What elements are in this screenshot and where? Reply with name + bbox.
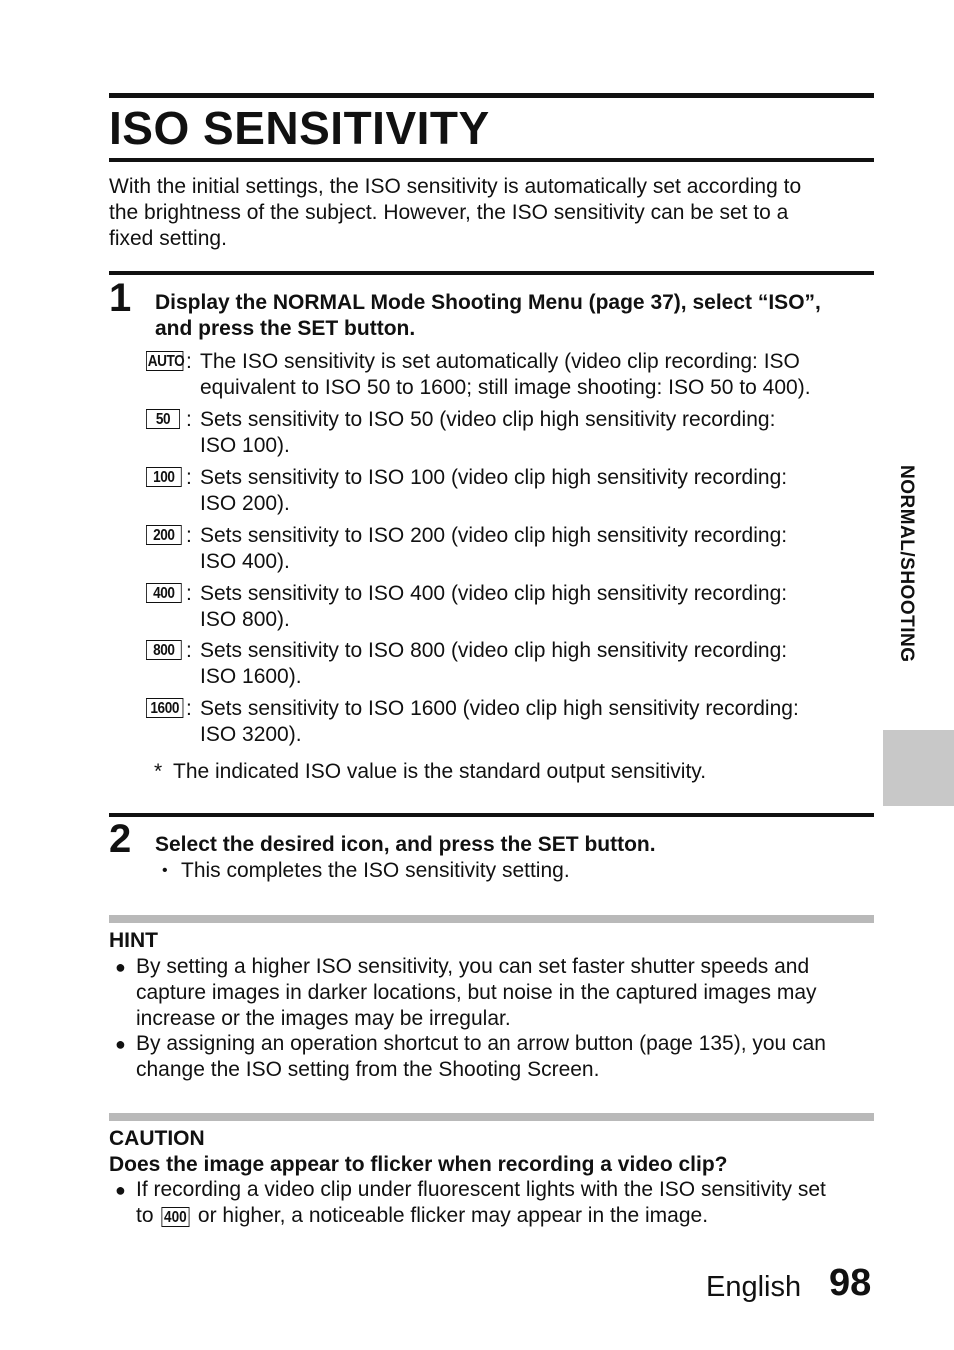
option-colon: : <box>186 350 192 373</box>
footer-language: English <box>706 1271 802 1303</box>
option-1600-desc <box>200 696 860 748</box>
iso-50-icon: 50 <box>146 409 180 429</box>
option-line-2: ISO 400). <box>200 550 290 573</box>
hint-item-2-line-2: change the ISO setting from the Shooting Screen. <box>136 1058 600 1081</box>
option-colon: : <box>186 582 192 605</box>
option-line-1: The ISO sensitivity is set automatically (video clip recording: ISO <box>200 350 800 373</box>
iso-800-icon: 800 <box>146 640 182 660</box>
section-side-tab: NORMAL/SHOOTING <box>896 465 917 663</box>
option-400-desc <box>200 581 860 633</box>
option-line-2: ISO 1600). <box>200 665 302 688</box>
page-title: ISO SENSITIVITY <box>109 102 490 154</box>
step2-bullet-mark: • <box>162 862 168 879</box>
iso-200-icon: 200 <box>146 525 182 545</box>
iso-400-icon: 400 <box>162 1207 190 1227</box>
option-line-1: Sets sensitivity to ISO 200 (video clip high sensitivity recording: <box>200 524 788 547</box>
intro-line-3: fixed setting. <box>109 227 227 250</box>
option-line-1: Sets sensitivity to ISO 1600 (video clip high sensitivity recording: <box>200 697 799 720</box>
option-line-2: ISO 800). <box>200 608 290 631</box>
step1-number: 1 <box>109 276 132 320</box>
iso-1600-icon: 1600 <box>146 698 183 718</box>
iso-400-icon: 400 <box>146 583 182 603</box>
option-colon: : <box>186 639 192 662</box>
caution-question: Does the image appear to flicker when recording a video clip? <box>109 1153 728 1176</box>
intro-paragraph <box>109 174 869 252</box>
step1-heading-line-1: Display the NORMAL Mode Shooting Menu (page 37), select “ISO”, <box>155 291 821 314</box>
caution-line-2-pre: to <box>136 1204 154 1227</box>
step1-rule <box>109 271 874 275</box>
caution-line-2-post: or higher, a noticeable flicker may appear in the image. <box>197 1204 709 1227</box>
iso-100-icon: 100 <box>146 467 182 487</box>
hint-bullet-mark: ● <box>115 957 126 977</box>
step2-heading: Select the desired icon, and press the SET button. <box>155 833 656 856</box>
option-200-desc <box>200 523 860 575</box>
option-line-2: ISO 200). <box>200 492 290 515</box>
caution-label: CAUTION <box>109 1127 205 1150</box>
step2-number: 2 <box>109 817 132 861</box>
option-100-desc <box>200 465 860 517</box>
hint-item-1 <box>136 954 876 1032</box>
option-800-desc <box>200 638 860 690</box>
hint-rule <box>109 915 874 923</box>
caution-line-1: If recording a video clip under fluorescent lights with the ISO sensitivity set <box>136 1178 826 1201</box>
caution-bullet-mark: ● <box>115 1180 126 1200</box>
page-number: 98 <box>829 1262 872 1304</box>
step1-heading <box>155 290 875 342</box>
hint-item-1-line-1: By setting a higher ISO sensitivity, you can set faster shutter speeds and <box>136 955 810 978</box>
intro-line-1: With the initial settings, the ISO sensitivity is automatically set according to <box>109 175 802 198</box>
footnote: The indicated ISO value is the standard output sensitivity. <box>173 760 707 783</box>
hint-label: HINT <box>109 929 158 952</box>
option-colon: : <box>186 466 192 489</box>
step2-bullet: This completes the ISO sensitivity setting. <box>181 859 570 882</box>
iso-auto-icon: AUTO <box>147 353 185 370</box>
step2-rule <box>109 813 874 817</box>
option-50-desc <box>200 407 860 459</box>
option-line-2: ISO 3200). <box>200 723 302 746</box>
intro-line-2: the brightness of the subject. However, the ISO sensitivity can be set to a <box>109 201 789 224</box>
caution-rule <box>109 1113 874 1121</box>
option-line-2: ISO 100). <box>200 434 290 457</box>
title-top-rule <box>109 93 874 98</box>
option-line-2: equivalent to ISO 50 to 1600; still image shooting: ISO 50 to 400). <box>200 376 811 399</box>
hint-item-1-line-3: increase or the images may be irregular. <box>136 1007 511 1030</box>
footnote-mark: * <box>154 760 163 783</box>
option-auto-desc <box>200 349 860 401</box>
hint-item-1-line-2: capture images in darker locations, but noise in the captured images may <box>136 981 817 1004</box>
hint-bullet-mark: ● <box>115 1034 126 1054</box>
step1-heading-line-2: and press the SET button. <box>155 317 416 340</box>
option-colon: : <box>186 524 192 547</box>
hint-item-2 <box>136 1031 876 1083</box>
option-line-1: Sets sensitivity to ISO 400 (video clip high sensitivity recording: <box>200 582 788 605</box>
section-side-tab-marker <box>883 730 954 806</box>
title-bottom-rule <box>109 158 874 162</box>
caution-text <box>136 1177 876 1229</box>
hint-item-2-line-1: By assigning an operation shortcut to an arrow button (page 135), you can <box>136 1032 826 1055</box>
option-line-1: Sets sensitivity to ISO 800 (video clip high sensitivity recording: <box>200 639 788 662</box>
caution-line-2 <box>136 1203 876 1229</box>
option-line-1: Sets sensitivity to ISO 50 (video clip high sensitivity recording: <box>200 408 776 431</box>
option-colon: : <box>186 408 192 431</box>
option-colon: : <box>186 697 192 720</box>
option-line-1: Sets sensitivity to ISO 100 (video clip high sensitivity recording: <box>200 466 788 489</box>
